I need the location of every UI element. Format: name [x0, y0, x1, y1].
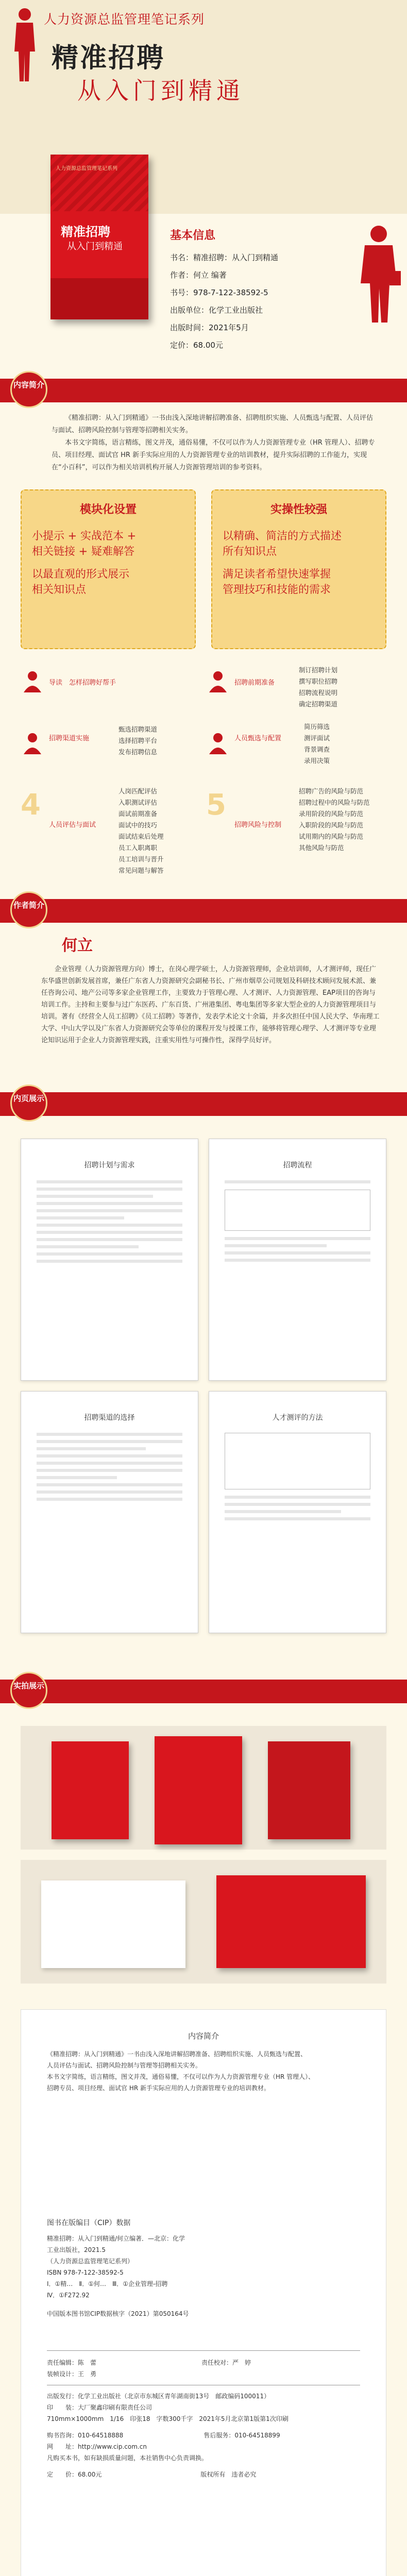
cip-line: 精准招聘：从入门到精通/何立编著．—北京：化学: [47, 2235, 185, 2242]
sub-title: 从入门到精通: [77, 77, 244, 105]
step-item: 录用决策: [304, 757, 330, 765]
main-title: 精准招聘: [52, 43, 165, 74]
author-bio-text: 企业管理（人力资源管理方向）博士，在岗心理学硕士，人力资源管理师，企业培训师，人才测评师，现任广东华盛世创新发展首席，兼任广东省人力资源研究会副秘书长、广州市烟草公司规划及科研技术顾问发展术派、兼任咨询公司、地产公司等多家企业管理工作，主要致力于管理心理、人才测评、人力资源管理、EAP项目的咨询与培训工作。主持和主要参与过广东医药、广东百货、广州港集团、粤电集团等多家大型企业的人力资源管理项目与培训。著有《经营全人员工招聘》《员工招聘》等著作，发表学术论文十余篇，并多次担任中国人民大学、华南理工大学、中山大学以及广东省人力资源研究会等单位的课程开发与授课工作，能够将管理心理学、人才测评等专业理论知识运用于企业人力资源管理实践，注重实用性与可操作性，深得学员好评。: [41, 965, 380, 1044]
author-banner: [0, 899, 407, 923]
info-line: 书号：978-7-122-38592-5: [170, 288, 268, 297]
step-item: 招聘过程中的风险与防范: [299, 799, 370, 806]
copyright-summary-line: 人员评估与面试、招聘风险控制与管理等招聘相关实务。: [47, 2062, 202, 2069]
cover-title: 精准招聘: [61, 225, 110, 239]
step-item: 简历筛选: [304, 723, 330, 731]
step-item: 选择招聘平台: [118, 737, 158, 744]
step-item: 甄选招聘渠道: [118, 725, 158, 733]
credit-line: 印 装：大厂聚鑫印刷有限责任公司: [47, 2404, 152, 2411]
intro-paragraph: 《精准招聘：从入门到精通》一书由浅入深地讲解招聘准备、招聘组织实施、人员甄选与配置、人员评估与面试、招聘风险控制与管理等招聘相关实务。: [52, 414, 374, 434]
photos-badge-label: 实拍展示: [13, 1681, 44, 1690]
author-badge: [10, 891, 47, 928]
book-cover: [50, 155, 148, 319]
step-item: 招聘广告的风险与防范: [299, 787, 364, 795]
credit-line: 购书咨询：010-64518888 售后服务：010-64518899: [47, 2432, 280, 2439]
feature-card-practical: [211, 489, 386, 649]
credit-line: 定 价：68.00元 版权所有 违者必究: [47, 2471, 257, 2478]
info-line: 出版时间：2021年5月: [170, 323, 249, 332]
intro-banner: [0, 379, 407, 402]
cip-line: 工业出版社，2021.5: [47, 2246, 106, 2253]
cip-line: ISBN 978-7-122-38592-5: [47, 2269, 124, 2276]
cip-line: （人力资源总监管理笔记系列）: [47, 2258, 134, 2265]
person-icon: [206, 670, 230, 693]
credit-line: 网 址：http://www.cip.com.cn: [47, 2443, 147, 2450]
step-item: 测评面试: [304, 734, 330, 742]
cip-line: Ⅰ．①精… Ⅱ．①何… Ⅲ．①企业管理-招聘: [47, 2280, 168, 2287]
basic-info: [170, 227, 386, 354]
step-item: 背景调查: [304, 745, 330, 753]
feature-line: 小提示 + 实战范本 +: [32, 530, 137, 542]
pages-badge-label: 内页展示: [13, 1094, 44, 1103]
page-chapter-title: 招聘渠道的选择: [84, 1414, 135, 1422]
info-line: 定价：68.00元: [170, 341, 223, 350]
person-icon: [21, 670, 44, 693]
pages-banner: [0, 1092, 407, 1116]
page-chapter-title: 人才测评的方法: [272, 1414, 323, 1422]
feature-line: 以精确、简洁的方式描述: [223, 530, 342, 542]
copyright-summary-title: 内容简介: [188, 2031, 219, 2041]
feature-line: 以最直观的形式展示: [32, 568, 129, 580]
credit-line: 出版发行：化学工业出版社（北京市东城区青年湖南街13号 邮政编码100011）: [47, 2385, 360, 2402]
step-item: 员工入职离职: [118, 844, 158, 852]
step-label: 导读 怎样招聘好帮手: [49, 679, 116, 687]
step-item: 发布招聘信息: [118, 748, 158, 756]
cover-tag: 人力资源总监管理笔记系列: [56, 166, 117, 172]
step-item: 常见问题与解答: [118, 867, 164, 874]
step-label: 人员评估与面试: [49, 821, 96, 829]
credit-line: 凡购买本书，如有缺损质量问题，本社销售中心负责调换。: [47, 2454, 208, 2462]
copyright-summary-line: 本书文字简练，语言精练，图文并茂，通俗易懂，不仅可以作为人力资源管理专业（HR 管理人）、: [47, 2073, 315, 2080]
intro-badge-label: 内容简介: [13, 380, 44, 389]
intro-paragraph: 本书文字简练，语言精练，图文并茂，通俗易懂，不仅可以作为人力资源管理专业（HR 管理人）、招聘专员、项目经理、面试官 HR 新手实际应用的人力资源管理专业的培训教材，提升实际招聘的工作能力，实现在“小百科”，可以作为相关培训机构开展人力资源管理培训的参考资料。: [52, 439, 375, 471]
step-item: 面试中的技巧: [118, 821, 158, 829]
step-item: 试用期内的风险与防范: [299, 833, 364, 840]
feature-line: 满足读者希望快速掌握: [223, 568, 331, 580]
step-item: 招聘流程说明: [299, 689, 338, 697]
author-badge-label: 作者简介: [13, 901, 44, 910]
cip-line: Ⅳ．①F272.92: [47, 2292, 90, 2299]
cip-title: 图书在版编目（CIP）数据: [47, 2219, 131, 2227]
author-bio: [41, 963, 381, 1046]
page-chapter-title: 招聘计划与需求: [84, 1161, 135, 1170]
photos-badge: [10, 1672, 47, 1709]
copyright-page: [21, 2009, 386, 2576]
step-items: [299, 786, 370, 854]
cover-pattern: [50, 155, 148, 211]
step-number: 4: [21, 788, 41, 822]
info-line: 作者：何立 编著: [170, 270, 227, 280]
step-label: 招聘风险与控制: [234, 821, 282, 829]
series-title: 人力资源总监管理笔记系列: [44, 12, 205, 27]
page-preview: [21, 1139, 198, 1381]
feature-line: 相关知识点: [32, 583, 86, 596]
product-photo: [21, 1860, 386, 1984]
step-item: 面试前期准备: [118, 810, 158, 818]
step-item: 入职阶段的风险与防范: [299, 821, 364, 829]
person-icon: [206, 732, 230, 755]
step-label: 招聘前期准备: [234, 679, 275, 687]
step-items: [118, 724, 157, 758]
feature-card-title: 实操性较强: [270, 503, 327, 516]
feature-card-title: 模块化设置: [79, 503, 137, 516]
step-items: [304, 721, 330, 767]
step-item: 入职测试评估: [118, 799, 158, 806]
person-icon: [21, 732, 44, 755]
page-preview: [21, 1391, 198, 1633]
step-item: 制订招聘计划: [299, 666, 338, 674]
feature-line: 管理技巧和技能的需求: [223, 583, 331, 596]
step-item: 确定招聘渠道: [299, 700, 338, 708]
cover-subtitle: 从入门到精通: [67, 241, 123, 252]
author-name: 何立: [62, 937, 93, 955]
step-item: 员工培训与晋升: [118, 855, 164, 863]
cover-footer: [50, 278, 148, 319]
man-silhouette-icon: [9, 5, 40, 82]
info-line: 书名：精准招聘：从入门到精通: [170, 253, 279, 262]
feature-line: 所有知识点: [223, 545, 277, 557]
credit-line: 710mm×1000mm 1/16 印张18 字数300千字 2021年5月北京第1版第1次印刷: [47, 2415, 289, 2422]
copyright-summary-line: 招聘专员、项目经理、面试官 HR 新手实际应用的人力资源管理专业的培训教材。: [47, 2084, 270, 2092]
credit-line: 责任编辑：陈 蕾 责任校对：严 婷: [47, 2359, 251, 2366]
pages-badge: [10, 1084, 47, 1122]
product-photo: [21, 1726, 386, 1850]
step-item: 撰写职位招聘: [299, 677, 338, 685]
photos-banner: [0, 1680, 407, 1703]
intro-badge: [10, 371, 47, 408]
intro-text: [52, 412, 376, 474]
basic-info-heading: 基本信息: [170, 229, 216, 242]
page-chapter-title: 招聘流程: [283, 1161, 312, 1170]
step-item: 录用阶段的风险与防范: [299, 810, 364, 818]
page-preview: [209, 1139, 386, 1381]
feature-card-modular: [21, 489, 196, 649]
page-preview: [209, 1391, 386, 1633]
info-line: 出版单位：化学工业出版社: [170, 306, 263, 315]
credit-line: 装帧设计：王 勇: [47, 2370, 97, 2378]
step-item: 其他风险与防范: [299, 844, 344, 852]
step-item: 人岗匹配评估: [118, 787, 158, 795]
copyright-summary-line: 《精准招聘：从入门到精通》一书由浅入深地讲解招聘准备、招聘组织实施、人员甄选与配置、: [47, 2050, 307, 2058]
step-number: 5: [206, 788, 226, 822]
step-items: [118, 786, 164, 876]
cip-line: 中国版本图书馆CIP数据核字（2021）第050164号: [47, 2310, 189, 2317]
step-items: [299, 665, 337, 710]
step-label: 人员甄选与配置: [234, 735, 282, 742]
feature-line: 相关链接 + 疑难解答: [32, 545, 134, 557]
step-label: 招聘渠道实施: [49, 735, 90, 742]
step-item: 面试结束后处理: [118, 833, 164, 840]
